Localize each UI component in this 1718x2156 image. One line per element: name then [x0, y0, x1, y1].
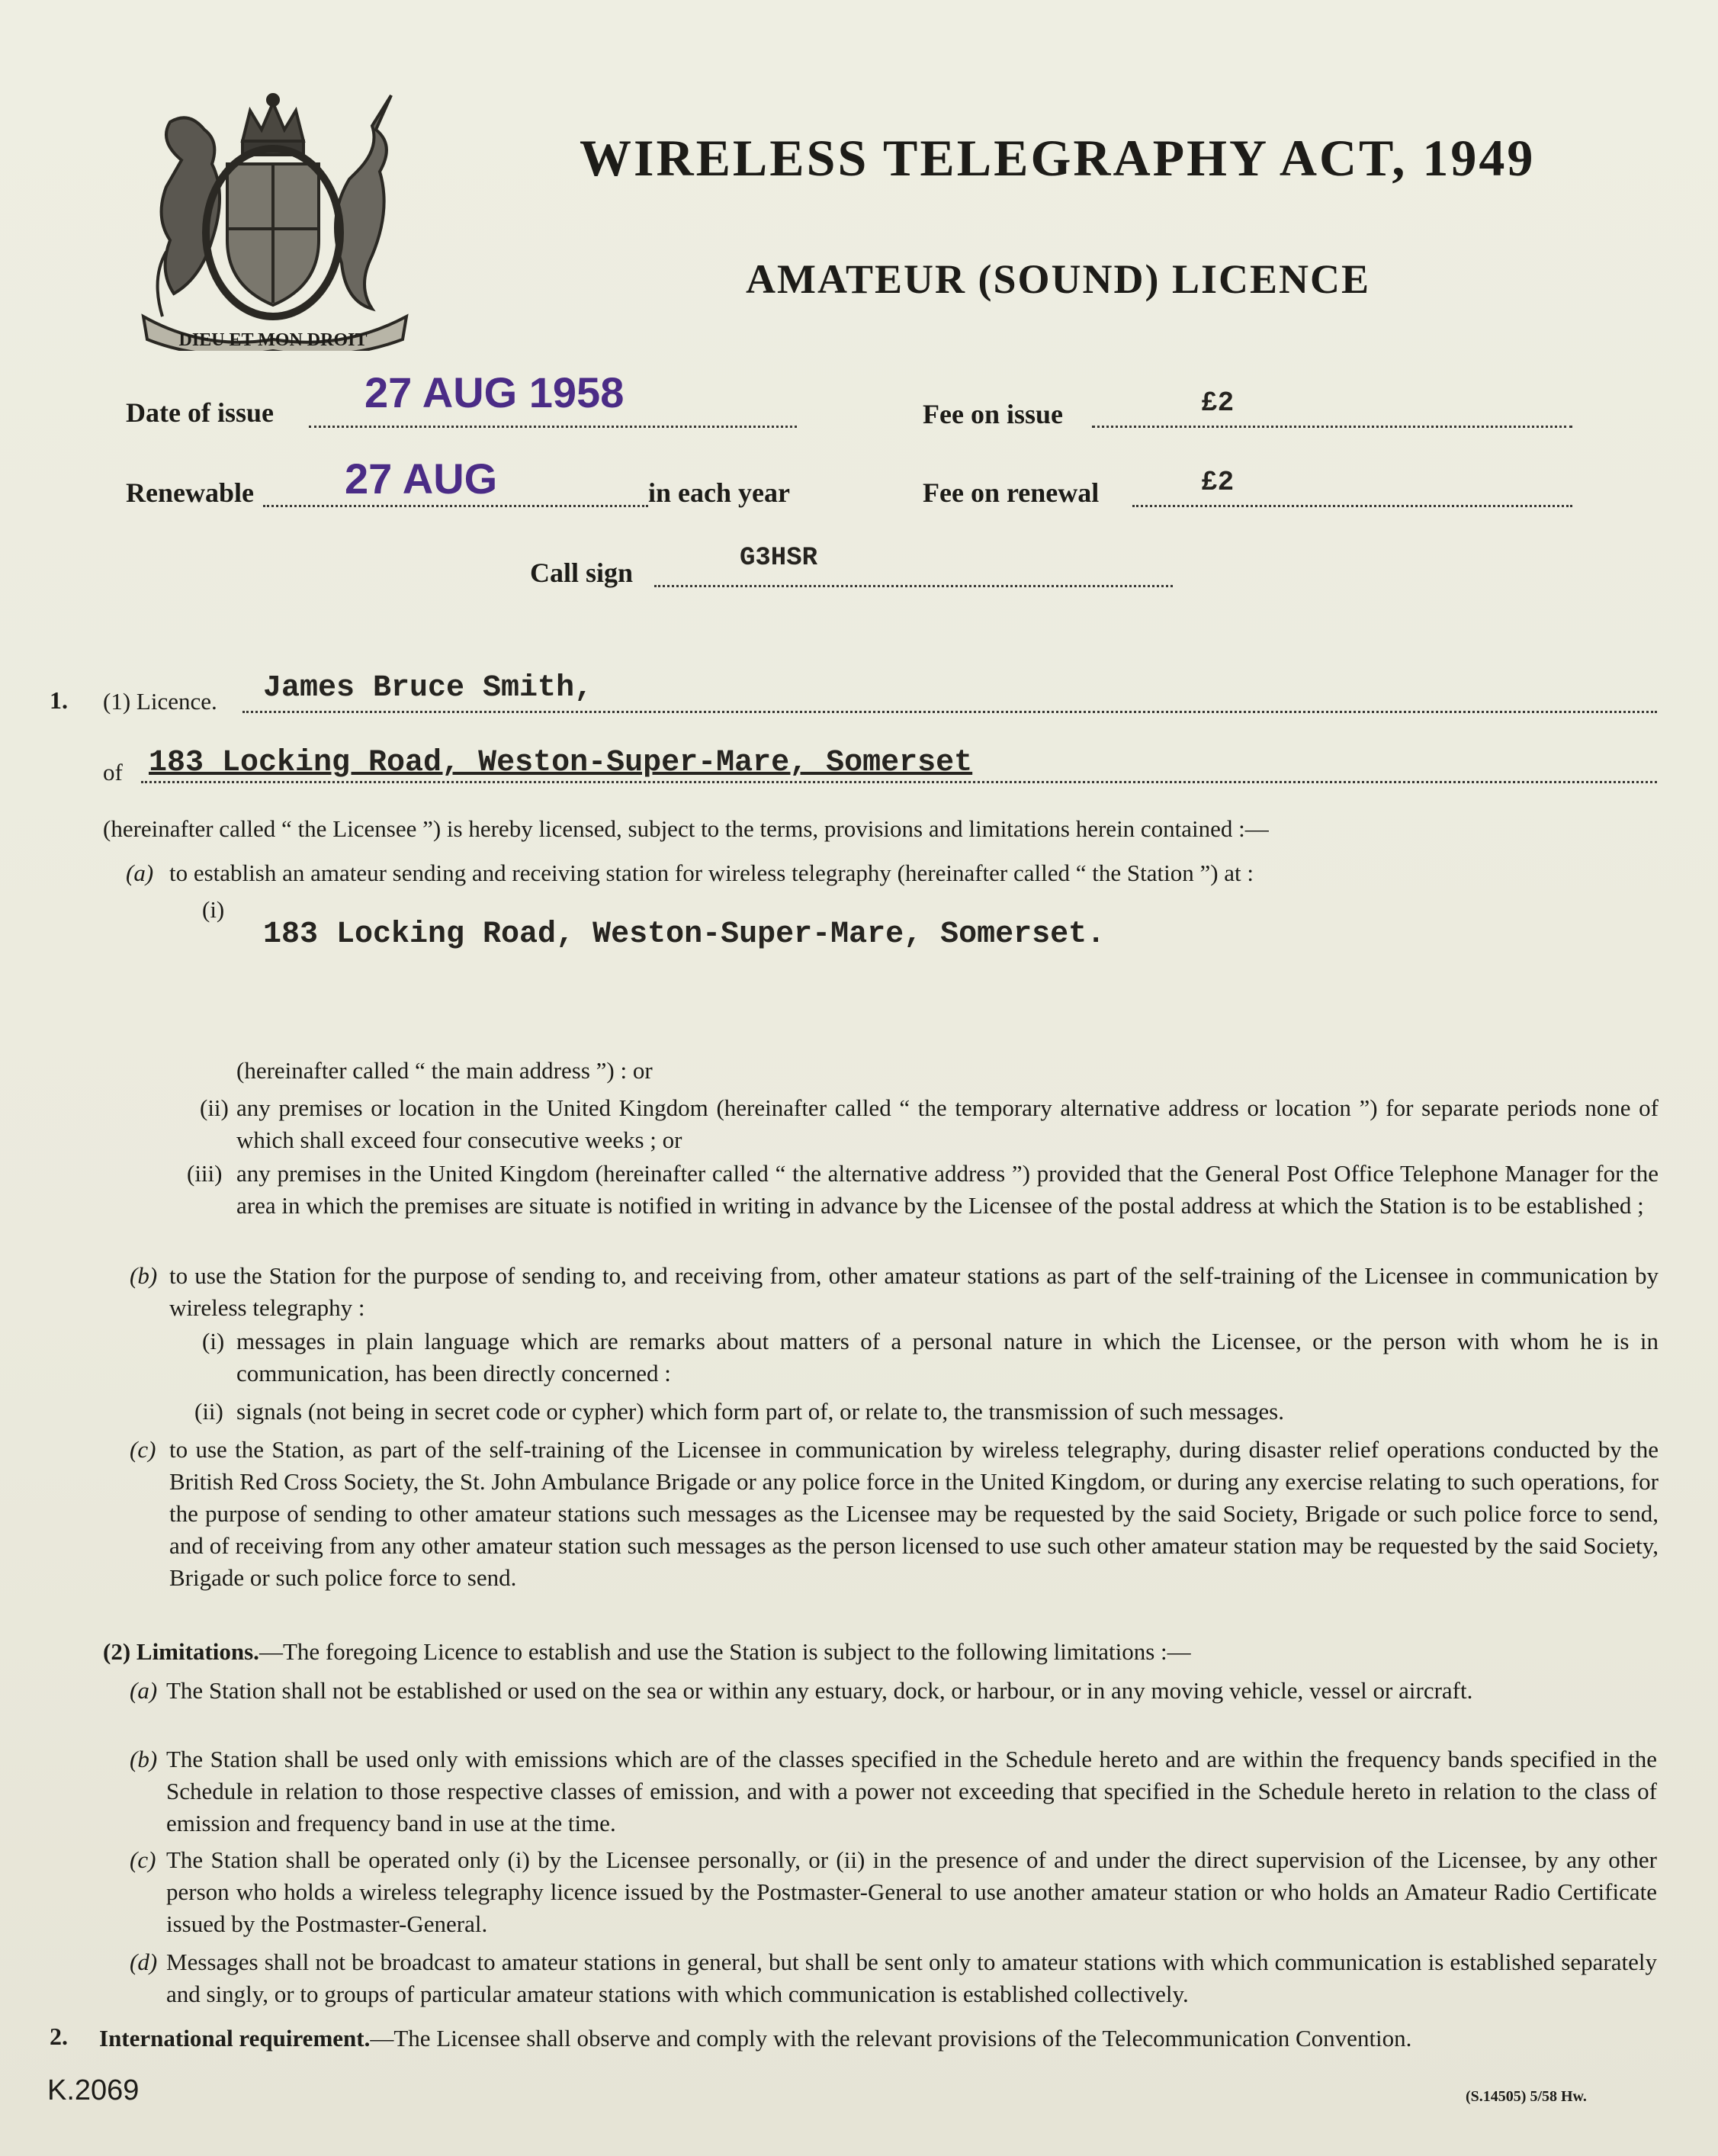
limitation-a-text: The Station shall not be established or used on the sea or within any estuary, dock, or harbour, or in any moving vehicle, vessel or aircraft.: [166, 1677, 1473, 1704]
main-address-value: 183 Locking Road, Weston-Super-Mare, Somerset.: [263, 917, 1106, 952]
clause-b-i-marker: (i): [202, 1328, 225, 1354]
clause-b-ii-marker: (ii): [194, 1398, 223, 1425]
date-of-issue-line: [309, 426, 797, 428]
clause-b-text: to use the Station for the purpose of sending to, and receiving from, other amateur stations as part of the self-training of the Licensee in communication by wireless telegraphy :: [169, 1262, 1659, 1321]
call-sign-value: G3HSR: [740, 544, 818, 573]
section-1-number: 1.: [50, 686, 68, 714]
clause-c-text: to use the Station, as part of the self-training of the Licensee in communication by wireless telegraphy, during disaster relief operations conducted by the British Red Cross Society, the St. John Ambulance Brigade or any police force in the United Kingdom, or during any exercise relating to such operations, for the purpose of sending to other amateur stations such messages as the Licensee may be requested by the said Society, Brigade or such police force to send, and of receiving from any other amateur station such messages as the person licensed to use such other amateur station may be requested by the said Society, Brigade or such police force to send.: [169, 1436, 1659, 1591]
clause-c-marker: (c): [130, 1436, 156, 1463]
form-code: K.2069: [47, 2074, 140, 2106]
international-text: —The Licensee shall observe and comply with the relevant provisions of the Telecommunication Convention.: [370, 2025, 1412, 2052]
clause-a-marker: (a): [126, 860, 154, 886]
royal-coat-of-arms: [128, 88, 418, 351]
section-2-number: 2.: [50, 2023, 68, 2050]
call-sign-label: Call sign: [530, 557, 634, 588]
main-address-label: (hereinafter called “ the main address ”) : or: [236, 1057, 653, 1084]
clause-a-iii-marker: (iii): [187, 1160, 223, 1187]
licensee-name-line: [242, 711, 1657, 713]
renewable-suffix: in each year: [648, 477, 790, 508]
document-subtitle: AMATEUR (SOUND) LICENCE: [746, 256, 1371, 302]
licence-label: (1) Licence.: [103, 688, 217, 715]
print-code: (S.14505) 5/58 Hw.: [1466, 2088, 1587, 2105]
limitation-b-marker: (b): [130, 1746, 158, 1772]
limitations-heading: (2) Limitations.: [103, 1638, 259, 1665]
fee-on-renewal-value: £2: [1201, 467, 1235, 498]
clause-a-iii-text: any premises in the United Kingdom (hereinafter called “ the alternative address ”) provided that the General Post Office Telephone Manager for the area in which the premises are situate is notified in writing in advance by the Licensee of the postal address at which the Station is to be established ;: [236, 1160, 1659, 1219]
limitation-c-marker: (c): [130, 1846, 156, 1873]
limitation-d-text: Messages shall not be broadcast to amateur stations in general, but shall be sent only to amateur stations with which communication is established separately and singly, or to groups of particular amateur stations with which communication is established collectively.: [166, 1949, 1657, 2007]
clause-a-i-marker: (i): [202, 896, 225, 923]
date-of-issue-stamp: 27 AUG 1958: [364, 368, 625, 416]
crest-icon: [128, 88, 418, 351]
licensee-address: 183 Locking Road, Weston-Super-Mare, Somerset: [149, 746, 973, 780]
fee-on-issue-value: £2: [1201, 387, 1235, 419]
of-label: of: [103, 759, 123, 786]
renewable-stamp: 27 AUG: [345, 455, 498, 503]
licensee-address-line: [141, 781, 1657, 783]
fee-on-issue-label: Fee on issue: [923, 399, 1063, 429]
limitation-a-marker: (a): [130, 1677, 158, 1704]
clause-b-ii-text: signals (not being in secret code or cypher) which form part of, or relate to, the transmission of such messages.: [236, 1398, 1284, 1425]
fee-on-renewal-label: Fee on renewal: [923, 477, 1100, 508]
clause-b-i-text: messages in plain language which are remarks about matters of a personal nature in which the Licensee, or the person with whom he is in communication, has been directly concerned :: [236, 1328, 1659, 1386]
international-line: [99, 2023, 1411, 2055]
limitations-heading-line: [103, 1636, 1191, 1668]
call-sign-line: [654, 585, 1173, 587]
crest-motto: DIEU ET MON DROIT: [178, 330, 368, 350]
licensee-name: James Bruce Smith,: [263, 671, 593, 705]
fee-on-renewal-line: [1132, 505, 1572, 507]
limitations-intro: —The foregoing Licence to establish and use the Station is subject to the following limitations :—: [259, 1638, 1191, 1665]
clause-a-ii-marker: (ii): [200, 1094, 229, 1121]
international-heading: International requirement.: [99, 2025, 371, 2052]
clause-a-ii-text: any premises or location in the United Kingdom (hereinafter called “ the temporary alternative address or location ”) for separate periods none of which shall exceed four consecutive weeks ; or: [236, 1094, 1659, 1153]
limitation-b-text: The Station shall be used only with emissions which are of the classes specified in the Schedule hereto and are within the frequency bands specified in the Schedule in relation to those respective classes of emission, and with a power not exceeding that specified in the Schedule hereto in relation to the class of emission and frequency band in use at the time.: [166, 1746, 1657, 1836]
date-of-issue-label: Date of issue: [126, 397, 274, 428]
renewable-line: [263, 505, 648, 507]
clause-b-marker: (b): [130, 1262, 158, 1289]
limitation-d-marker: (d): [130, 1949, 158, 1975]
fee-on-issue-line: [1092, 426, 1572, 428]
document-title: WIRELESS TELEGRAPHY ACT, 1949: [580, 129, 1536, 187]
licensee-intro: (hereinafter called “ the Licensee ”) is hereby licensed, subject to the terms, provisions and limitations herein contained :—: [103, 815, 1269, 842]
clause-a-text: to establish an amateur sending and receiving station for wireless telegraphy (hereinafter called “ the Station ”) at :: [169, 860, 1254, 886]
limitation-c-text: The Station shall be operated only (i) by the Licensee personally, or (ii) in the presence of and under the direct supervision of the Licensee, by any other person who holds a wireless telegraphy licence issued by the Postmaster-General to use another amateur station or who holds an Amateur Radio Certificate issued by the Postmaster-General.: [166, 1846, 1657, 1937]
renewable-label: Renewable: [126, 477, 254, 508]
